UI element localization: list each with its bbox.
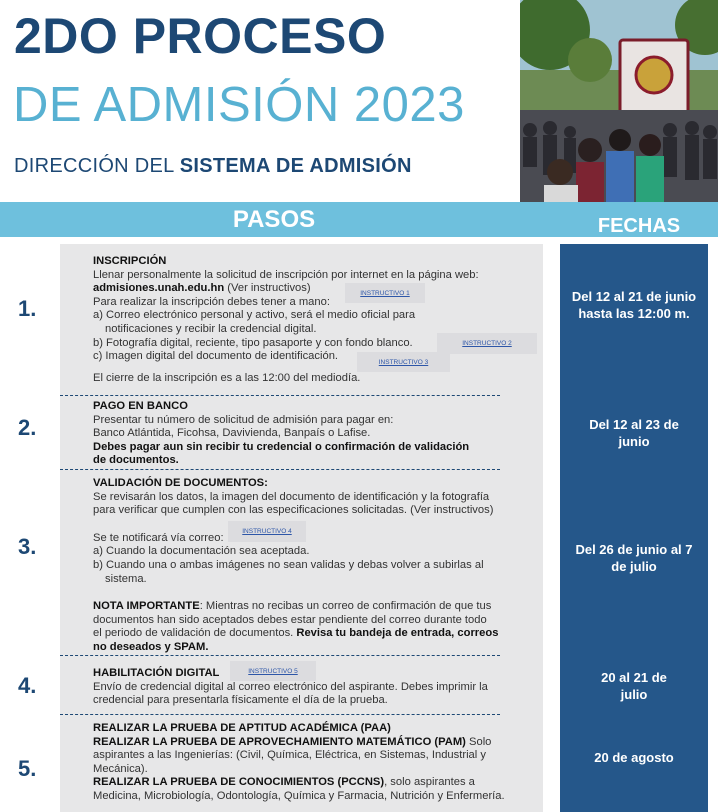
instructivo-1-link[interactable]: INSTRUCTIVO 1 bbox=[345, 283, 425, 303]
step-3-text: Se te notificará vía correo: bbox=[93, 531, 224, 544]
step-4-title: HABILITACIÓN DIGITAL bbox=[93, 667, 220, 679]
step-number-1: 1. bbox=[18, 296, 37, 321]
step-3-text: b) Cuando una o ambas imágenes no sean validas y debas volver a subirlas al bbox=[93, 558, 484, 571]
note-bold: no deseados y SPAM. bbox=[93, 640, 209, 653]
pasos-label: PASOS bbox=[232, 205, 316, 233]
title-line-1: 2DO PROCESO bbox=[14, 8, 387, 64]
instructivo-4-link[interactable]: INSTRUCTIVO 4 bbox=[228, 521, 306, 542]
step-5-text: aspirantes a las Ingenierías: (Civil, Química, Eléctrica, en Sistemas, Industrial y bbox=[93, 749, 486, 762]
date-step-4: 20 al 21 de julio bbox=[601, 670, 667, 702]
subtitle-bold: SISTEMA DE ADMISIÓN bbox=[179, 155, 412, 177]
step-3-text: para verificar que cumplen con las especificaciones solicitadas. (Ver instructivos) bbox=[93, 504, 494, 517]
step-3-text: a) Cuando la documentación sea aceptada. bbox=[93, 545, 310, 558]
step-1-text: (Ver instructivos) bbox=[224, 282, 311, 295]
divider bbox=[60, 395, 500, 396]
step-number-3: 3. bbox=[18, 534, 37, 559]
step-4-text: credencial para presentarla físicamente el día de la prueba. bbox=[93, 694, 388, 707]
step-5-bold: REALIZAR LA PRUEBA DE APROVECHAMIENTO MATEMÁTICO (PAM) bbox=[93, 735, 466, 748]
campus-photo-illustration bbox=[520, 0, 718, 202]
subtitle-normal: DIRECCIÓN DEL bbox=[14, 155, 180, 177]
step-number-4: 4. bbox=[18, 673, 37, 698]
step-5-text: , solo aspirantes a bbox=[384, 776, 475, 789]
step-5-text: Solo bbox=[465, 735, 492, 748]
step-1-text: Para realizar la inscripción debes tener a mano: bbox=[93, 295, 330, 308]
step-1-text: c) Imagen digital del documento de identificación. bbox=[93, 350, 339, 363]
date-step-1: Del 12 al 21 de junio hasta las 12:00 m. bbox=[571, 289, 697, 321]
date-step-3: Del 26 de junio al 7 de julio bbox=[575, 542, 693, 574]
step-1-text: a) Correo electrónico personal y activo, será el medio oficial para bbox=[93, 309, 416, 322]
step-2-title: PAGO EN BANCO bbox=[93, 400, 188, 412]
fechas-label: FECHAS bbox=[597, 214, 681, 237]
note-text: : Mientras no recibas un correo de confirmación de que tus bbox=[199, 600, 492, 613]
instructivo-3-link[interactable]: INSTRUCTIVO 3 bbox=[357, 352, 450, 372]
divider bbox=[60, 469, 500, 470]
note bbox=[93, 600, 523, 614]
step-2-text: Banco Atlántida, Ficohsa, Davivienda, Banpaís o Lafise. bbox=[93, 427, 371, 440]
step-1-text: El cierre de la inscripción es a las 12:00 del mediodía. bbox=[93, 371, 361, 384]
campus-photo bbox=[520, 0, 718, 202]
step-number-2: 2. bbox=[18, 415, 37, 440]
step-number-5: 5. bbox=[18, 756, 37, 781]
step-2-bold: de documentos. bbox=[93, 454, 179, 467]
step-1-text: b) Fotografía digital, reciente, tipo pasaporte y con fondo blanco. bbox=[93, 336, 413, 349]
divider bbox=[60, 714, 500, 715]
step-5-title: REALIZAR LA PRUEBA DE APTITUD ACADÉMICA (PAA) bbox=[93, 722, 391, 734]
note-bold: Revisa tu bandeja de entrada, correos bbox=[296, 627, 499, 640]
step-3-text: sistema. bbox=[105, 572, 147, 585]
note-label: NOTA IMPORTANTE bbox=[93, 600, 200, 613]
subtitle bbox=[14, 155, 412, 178]
step-5-line bbox=[93, 776, 523, 790]
step-5-line bbox=[93, 736, 523, 750]
step-1-title: INSCRIPCIÓN bbox=[93, 255, 167, 267]
note-line bbox=[93, 627, 523, 641]
step-5-bold: REALIZAR LA PRUEBA DE CONOCIMIENTOS (PCCNS) bbox=[93, 776, 385, 789]
step-3-title: VALIDACIÓN DE DOCUMENTOS: bbox=[93, 477, 268, 489]
step-2-text: Presentar tu número de solicitud de admisión para pagar en: bbox=[93, 413, 394, 426]
step-4-text: Envío de credencial digital al correo electrónico del aspirante. Debes imprimir la bbox=[93, 680, 488, 693]
instructivo-2-link[interactable]: INSTRUCTIVO 2 bbox=[437, 333, 537, 354]
divider bbox=[60, 655, 500, 656]
step-1-text: notificaciones y recibir la credencial digital. bbox=[105, 322, 317, 335]
note-text: el periodo de validación de documentos. bbox=[93, 627, 297, 640]
dates-panel bbox=[560, 244, 708, 812]
step-1-content bbox=[93, 255, 523, 385]
note-text: documentos han sido aceptados debes estar pendiente del correo durante todo bbox=[93, 613, 487, 626]
step-2-content bbox=[93, 400, 523, 468]
instructivo-5-link[interactable]: INSTRUCTIVO 5 bbox=[230, 661, 316, 681]
step-2-bold: Debes pagar aun sin recibir tu credencial o confirmación de validación bbox=[93, 440, 470, 453]
date-step-2: Del 12 al 23 de junio bbox=[589, 417, 679, 449]
title-line-2: DE ADMISIÓN 2023 bbox=[13, 78, 465, 132]
step-5-text: Mecánica). bbox=[93, 762, 148, 775]
website-link[interactable]: admisiones.unah.edu.hn bbox=[93, 282, 225, 295]
date-step-5: 20 de agosto bbox=[594, 750, 674, 765]
step-1-web bbox=[93, 282, 523, 296]
step-5-text: Medicina, Microbiología, Odontología, Química y Farmacia, Nutrición y Enfermería. bbox=[93, 789, 505, 802]
step-3-content bbox=[93, 477, 523, 655]
step-5-content bbox=[93, 722, 523, 804]
step-1-text: Llenar personalmente la solicitud de inscripción por internet en la página web: bbox=[93, 268, 479, 281]
step-3-text: Se revisarán los datos, la imagen del documento de identificación y la fotografía bbox=[93, 490, 490, 503]
